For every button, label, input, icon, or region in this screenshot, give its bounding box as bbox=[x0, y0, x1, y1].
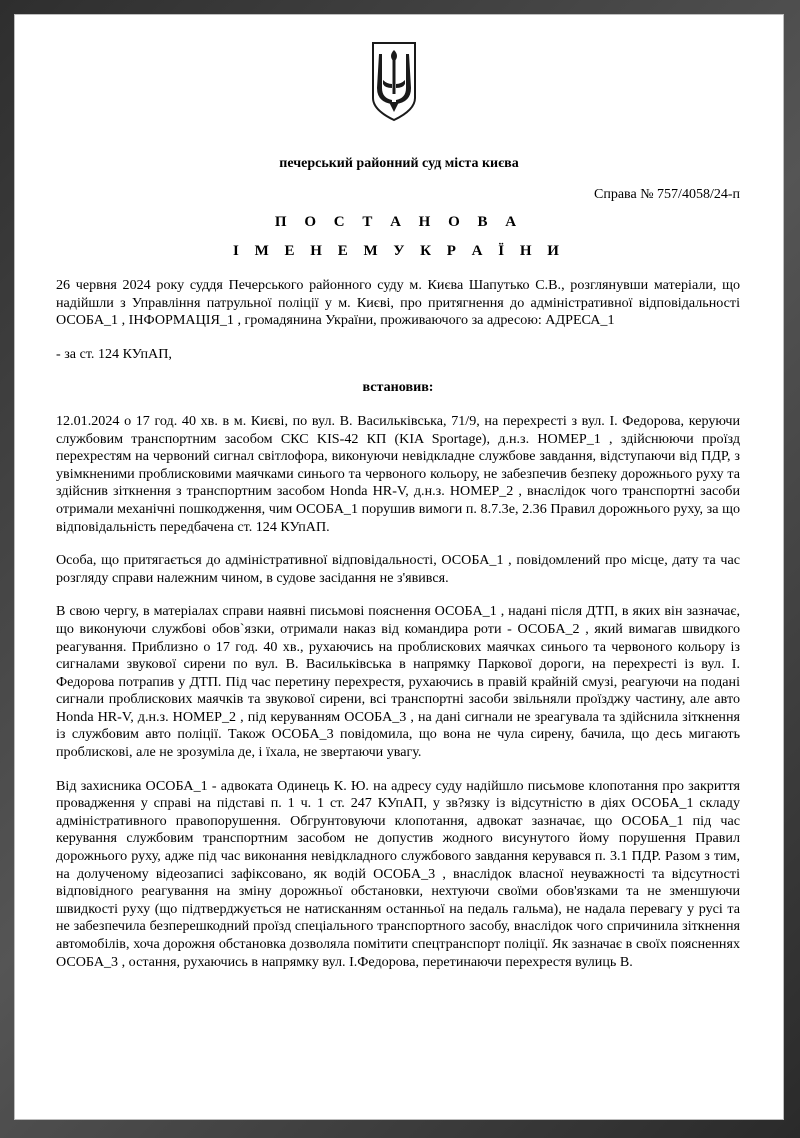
document-subtitle: І М Е Н Е М У К Р А Ї Н И bbox=[233, 243, 565, 259]
trident-emblem-icon bbox=[369, 40, 419, 122]
body-paragraph: Особа, що притягається до адміністративної відповідальності, ОСОБА_1 , повідомлений про місце, дату та час розгляду справи належним чином, в судове засідання не з'явився. bbox=[56, 552, 740, 586]
established-heading: встановив: bbox=[362, 379, 434, 396]
document-page bbox=[14, 14, 784, 1120]
court-name: печерський районний суд міста києва bbox=[279, 156, 519, 171]
article-line: - за ст. 124 КУпАП, bbox=[56, 345, 172, 362]
document-body bbox=[56, 277, 740, 987]
body-paragraph: Від захисника ОСОБА_1 - адвоката Одинець К. Ю. на адресу суду надійшло письмове клопотання про закриття провадження у справі на підставі п. 1 ч. 1 ст. 247 КУпАП, у зв?язку із відсутністю в діях ОСОБА_1 складу адміністративного правопорушення. Обгрунтовуючи клопотання, адвокат зазначає, що ОСОБА_1 під час керування службовим транспортним засобом не допустив жодного висунутого йому порушення Правил дорожнього руху, адже під час виконання невідкладного службового завдання керувався п. 3.1 ПДР. Разом з тим, на долученому відеозаписі зафіксовано, як водій ОСОБА_3 , внаслідок власної неуважності та відсутності відповідного реагування на зміну дорожньої обстановки, нехтуючи своїми обов'язками та не зменшуючи швидкості руху (що підтверджується не натисканням останньої на педаль гальма), не надала перевагу у русі та не забезпечила безперешкодний проїзд спеціального транспортного засобу, внаслідок чого спричинила зіткнення автомобілів, хоча дорожня обстановка дозволяла помітити спецтранспорт поліції. Як зазначає в своїх поясненнях ОСОБА_3 , остання, рухаючись в напрямку вул. І.Федорова, перетинаючи перехрестя вулиць В. bbox=[56, 777, 740, 970]
document-title: П О С Т А Н О В А bbox=[274, 214, 524, 230]
body-paragraph: В свою чергу, в матеріалах справи наявні письмові пояснення ОСОБА_1 , надані після ДТП, в яких він зазначає, що виконуючи службові обов`язки, отримали наказ від командира роти - ОСОБА_2 , який вимагав швидкого реагування. Приблизно о 17 год. 40 хв., рухаючись на проблискових маячках синього та червоного кольору із сигналами звукової сирени по вул. В. Васильківська в напрямку Паркової дороги, на перехресті із вул. І. Федорова потрапив у ДТП. Під час перетину перехрестя, рухаючись в правій крайній смузі, реагуючи на подані сигнали проблискових маячків та звукової сирени, всі транспортні засоби звільняли проїзджу частину, але авто Honda HR-V, д.н.з. НОМЕР_2 , під керуванням ОСОБА_3 , на дані сигнали не зреагувала та здійснила зіткнення із службовим авто поліції. Також ОСОБА_3 повідомила, що вона не чула сирену, бачила, що десь мигають проблискові, але не зрозуміла де, і їхала, не звертаючи увагу. bbox=[56, 603, 740, 761]
body-paragraph: 12.01.2024 о 17 год. 40 хв. в м. Києві, по вул. В. Васильківська, 71/9, на перехресті з вул. І. Федорова, керуючи службовим транспортним засобом СКС KIS-42 КП (KIA Sportage), д.н.з. НОМЕР_1 , здійснюючи проїзд перехрестям на червоний сигнал світлофора, виконуючи невідкладне службове завдання, відступаючи від ПДР, з увімкненими проблисковими маячками синього та червоного кольору, не забезпечив безпеку дорожнього руху та здійснив зіткнення з транспортним засобом Honda HR-V, д.н.з. НОМЕР_2 , внаслідок чого транспортні засоби отримали механічні пошкодження, чим ОСОБА_1 порушив вимоги п. 8.7.3е, 2.36 Правил дорожнього руху, за що відповідальність передбачена ст. 124 КУпАП. bbox=[56, 412, 740, 535]
case-number: Справа № 757/4058/24-п bbox=[594, 187, 740, 202]
intro-paragraph: 26 червня 2024 року суддя Печерського районного суду м. Києва Шапутько С.В., розглянувши матеріали, що надійшли з Управління патрульної поліції у м. Києві, про притягнення до адміністративної відповідальності ОСОБА_1 , ІНФОРМАЦІЯ_1 , громадянина України, проживаючого за адресою: АДРЕСА_1 bbox=[56, 277, 740, 329]
